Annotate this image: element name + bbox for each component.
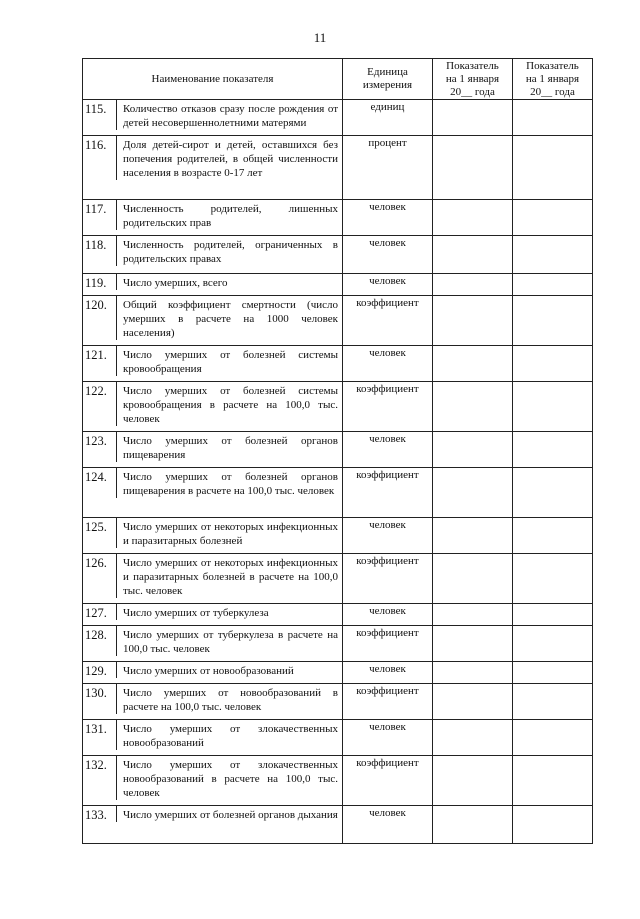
value-cell-2 bbox=[513, 346, 593, 382]
value-cell-1 bbox=[433, 662, 513, 684]
value-cell-1 bbox=[433, 136, 513, 200]
table-row bbox=[83, 382, 593, 432]
row-number: 118. bbox=[83, 236, 117, 266]
table-row bbox=[83, 720, 593, 756]
indicator-name: Число умерших от туберкулеза bbox=[123, 607, 269, 619]
table-row bbox=[83, 200, 593, 236]
row-number: 125. bbox=[83, 518, 117, 548]
row-number: 128. bbox=[83, 626, 117, 656]
row-number: 119. bbox=[83, 274, 117, 290]
unit-cell: человек bbox=[343, 236, 433, 274]
table-row bbox=[83, 346, 593, 382]
indicator-name: Число умерших от некоторых инфекционных и паразитарных болезней bbox=[123, 521, 338, 547]
value-cell-1 bbox=[433, 236, 513, 274]
table-row bbox=[83, 296, 593, 346]
value-cell-2 bbox=[513, 662, 593, 684]
value-cell-2 bbox=[513, 756, 593, 806]
value-cell-2 bbox=[513, 684, 593, 720]
row-number: 129. bbox=[83, 662, 117, 678]
value-cell-1 bbox=[433, 200, 513, 236]
indicator-name: Число умерших от злокачественных новообразований bbox=[123, 723, 338, 749]
indicator-name-cell bbox=[83, 296, 343, 346]
value-cell-1 bbox=[433, 274, 513, 296]
row-number: 124. bbox=[83, 468, 117, 498]
table-row bbox=[83, 684, 593, 720]
unit-cell: человек bbox=[343, 806, 433, 844]
unit-cell: человек bbox=[343, 432, 433, 468]
value-cell-2 bbox=[513, 100, 593, 136]
value-cell-1 bbox=[433, 806, 513, 844]
table-row bbox=[83, 756, 593, 806]
page-number: 11 bbox=[313, 30, 327, 45]
value-cell-1 bbox=[433, 604, 513, 626]
row-number: 127. bbox=[83, 604, 117, 620]
table-row bbox=[83, 518, 593, 554]
indicator-name: Количество отказов сразу после рождения от детей несовершеннолетними матерями bbox=[123, 103, 338, 129]
row-number: 133. bbox=[83, 806, 117, 822]
indicator-name: Доля детей-сирот и детей, оставшихся без попечения родителей, в общей численности населения в возрасте 0-17 лет bbox=[123, 139, 338, 179]
value-cell-2 bbox=[513, 468, 593, 518]
indicator-name: Число умерших от болезней органов дыхания bbox=[123, 809, 338, 821]
indicator-name-cell bbox=[83, 604, 343, 626]
value-cell-1 bbox=[433, 756, 513, 806]
value-cell-1 bbox=[433, 554, 513, 604]
unit-cell: единиц bbox=[343, 100, 433, 136]
indicator-name-cell bbox=[83, 236, 343, 274]
value-cell-2 bbox=[513, 554, 593, 604]
unit-cell: человек bbox=[343, 274, 433, 296]
header-value-2: Показатель на 1 января 20__ года bbox=[513, 59, 593, 100]
row-number: 123. bbox=[83, 432, 117, 462]
indicator-name-cell bbox=[83, 200, 343, 236]
value-cell-2 bbox=[513, 432, 593, 468]
indicator-name: Численность родителей, лишенных родительских прав bbox=[123, 203, 338, 229]
value-cell-2 bbox=[513, 604, 593, 626]
indicator-name-cell bbox=[83, 518, 343, 554]
indicator-name: Общий коэффициент смертности (число умерших в расчете на 1000 человек населения) bbox=[123, 299, 338, 339]
unit-cell: коэффициент bbox=[343, 296, 433, 346]
indicator-name: Число умерших от туберкулеза в расчете на 100,0 тыс. человек bbox=[123, 629, 338, 655]
value-cell-1 bbox=[433, 684, 513, 720]
value-cell-1 bbox=[433, 720, 513, 756]
value-cell-1 bbox=[433, 626, 513, 662]
indicator-name-cell bbox=[83, 274, 343, 296]
value-cell-2 bbox=[513, 296, 593, 346]
row-number: 131. bbox=[83, 720, 117, 750]
header-name: Наименование показателя bbox=[83, 59, 343, 100]
indicator-name-cell bbox=[83, 806, 343, 844]
indicator-name-cell bbox=[83, 662, 343, 684]
indicator-name: Число умерших от новообразований в расчете на 100,0 тыс. человек bbox=[123, 687, 338, 713]
unit-cell: человек bbox=[343, 662, 433, 684]
row-number: 126. bbox=[83, 554, 117, 598]
table-row bbox=[83, 468, 593, 518]
row-number: 120. bbox=[83, 296, 117, 340]
value-cell-2 bbox=[513, 274, 593, 296]
indicator-name-cell bbox=[83, 684, 343, 720]
value-cell-1 bbox=[433, 296, 513, 346]
row-number: 117. bbox=[83, 200, 117, 230]
indicator-name: Число умерших от болезней системы кровообращения bbox=[123, 349, 338, 375]
indicator-name-cell bbox=[83, 382, 343, 432]
unit-cell: человек bbox=[343, 604, 433, 626]
table-row bbox=[83, 806, 593, 844]
indicator-name: Численность родителей, ограниченных в родительских правах bbox=[123, 239, 338, 265]
unit-cell: процент bbox=[343, 136, 433, 200]
unit-cell: коэффициент bbox=[343, 756, 433, 806]
indicator-name: Число умерших от болезней органов пищеварения bbox=[123, 435, 338, 461]
unit-cell: коэффициент bbox=[343, 626, 433, 662]
indicator-name: Число умерших от болезней органов пищеварения в расчете на 100,0 тыс. человек bbox=[123, 471, 338, 497]
value-cell-2 bbox=[513, 806, 593, 844]
table-header-row bbox=[83, 59, 593, 100]
row-number: 115. bbox=[83, 100, 117, 130]
indicator-name: Число умерших от болезней системы кровообращения в расчете на 100,0 тыс. человек bbox=[123, 385, 338, 425]
indicator-name-cell bbox=[83, 468, 343, 518]
value-cell-2 bbox=[513, 136, 593, 200]
unit-cell: коэффициент bbox=[343, 554, 433, 604]
unit-cell: человек bbox=[343, 200, 433, 236]
value-cell-2 bbox=[513, 236, 593, 274]
table-row bbox=[83, 432, 593, 468]
indicator-name: Число умерших от новообразований bbox=[123, 665, 294, 677]
value-cell-2 bbox=[513, 200, 593, 236]
indicators-table bbox=[82, 58, 593, 844]
unit-cell: коэффициент bbox=[343, 382, 433, 432]
value-cell-2 bbox=[513, 518, 593, 554]
row-number: 122. bbox=[83, 382, 117, 426]
indicator-name-cell bbox=[83, 346, 343, 382]
value-cell-1 bbox=[433, 346, 513, 382]
table-row bbox=[83, 274, 593, 296]
row-number: 130. bbox=[83, 684, 117, 714]
value-cell-1 bbox=[433, 468, 513, 518]
unit-cell: человек bbox=[343, 346, 433, 382]
value-cell-2 bbox=[513, 382, 593, 432]
value-cell-1 bbox=[433, 432, 513, 468]
indicator-name-cell bbox=[83, 720, 343, 756]
value-cell-2 bbox=[513, 720, 593, 756]
value-cell-1 bbox=[433, 518, 513, 554]
header-value-1: Показатель на 1 января 20__ года bbox=[433, 59, 513, 100]
value-cell-1 bbox=[433, 382, 513, 432]
indicator-name-cell bbox=[83, 554, 343, 604]
header-unit: Единица измерения bbox=[343, 59, 433, 100]
indicator-name-cell bbox=[83, 100, 343, 136]
indicator-name: Число умерших от некоторых инфекционных и паразитарных болезней в расчете на 100,0 тыс. человек bbox=[123, 557, 338, 597]
unit-cell: человек bbox=[343, 518, 433, 554]
value-cell-2 bbox=[513, 626, 593, 662]
indicator-name: Число умерших от злокачественных новообразований в расчете на 100,0 тыс. человек bbox=[123, 759, 338, 799]
indicator-name-cell bbox=[83, 626, 343, 662]
unit-cell: коэффициент bbox=[343, 468, 433, 518]
indicator-name: Число умерших, всего bbox=[123, 277, 228, 289]
row-number: 121. bbox=[83, 346, 117, 376]
indicator-name-cell bbox=[83, 432, 343, 468]
table-row bbox=[83, 136, 593, 200]
indicator-name-cell bbox=[83, 756, 343, 806]
table-row bbox=[83, 554, 593, 604]
row-number: 116. bbox=[83, 136, 117, 180]
table-row bbox=[83, 100, 593, 136]
indicator-name-cell bbox=[83, 136, 343, 200]
unit-cell: человек bbox=[343, 720, 433, 756]
table-row bbox=[83, 626, 593, 662]
unit-cell: коэффициент bbox=[343, 684, 433, 720]
table-row bbox=[83, 662, 593, 684]
value-cell-1 bbox=[433, 100, 513, 136]
table-row bbox=[83, 604, 593, 626]
row-number: 132. bbox=[83, 756, 117, 800]
table-row bbox=[83, 236, 593, 274]
